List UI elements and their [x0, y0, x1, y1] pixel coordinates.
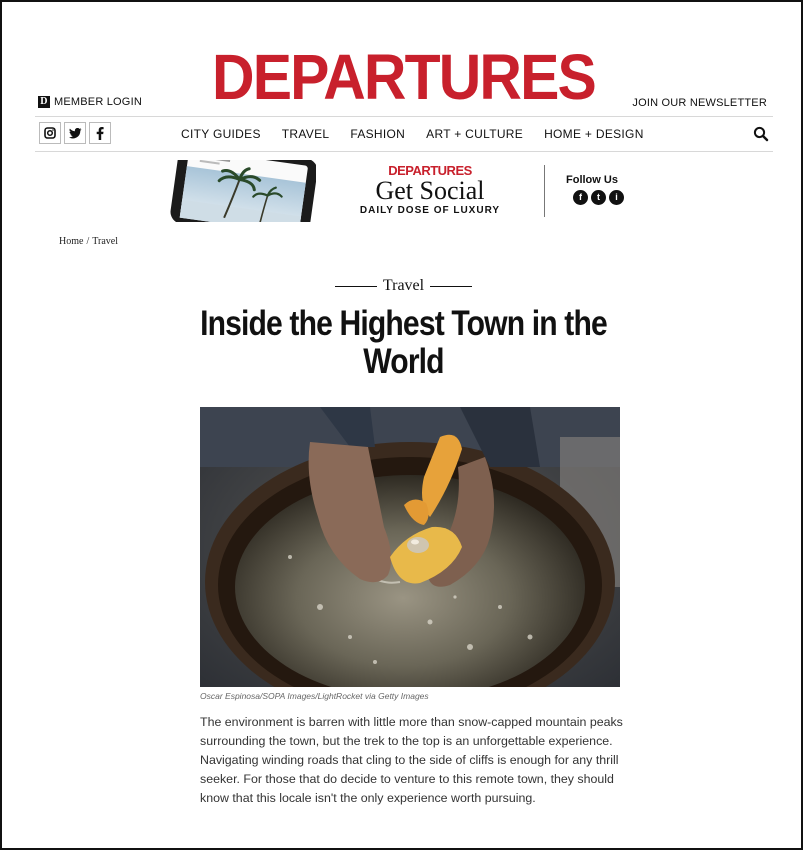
newsletter-link[interactable]: JOIN OUR NEWSLETTER [632, 97, 767, 109]
kicker-rule-right [430, 286, 472, 287]
member-login-link[interactable] [38, 96, 142, 108]
nav-item-art-culture[interactable]: ART + CULTURE [426, 127, 524, 141]
article-title: Inside the Highest Town in the World [200, 304, 607, 381]
ad-follow-label: Follow Us [566, 174, 618, 186]
search-icon[interactable] [753, 126, 769, 142]
ad-title: Get Social [375, 176, 485, 205]
phone-illustration [168, 160, 316, 222]
departures-badge-icon: D [38, 96, 50, 108]
nav-item-city-guides[interactable]: CITY GUIDES [181, 127, 261, 141]
twitter-circle-icon[interactable]: t [591, 190, 606, 205]
article-kicker [2, 277, 803, 295]
article-body: The environment is barren with little more than snow-capped mountain peaks surrounding the town, but the trek to the top is an unforgettable experience. Navigating winding roads that cling to the side of cliffs is enough for any thrill seeker. For those that do decide to venture to this remote town, they should know that this locale isn't the only experience worth pursuing. [200, 715, 623, 805]
ad-divider [544, 165, 545, 217]
facebook-icon[interactable] [89, 122, 111, 144]
social-links [39, 122, 111, 144]
nav-item-travel[interactable]: TRAVEL [281, 127, 330, 141]
ad-brand-logo: DEPARTURES [388, 163, 472, 178]
ad-social-icons [573, 190, 624, 205]
instagram-circle-icon[interactable]: i [609, 190, 624, 205]
social-banner-ad[interactable] [166, 159, 642, 225]
member-login-label: MEMBER LOGIN [54, 96, 142, 108]
nav-item-home-design[interactable]: HOME + DESIGN [544, 127, 644, 141]
twitter-icon[interactable] [64, 122, 86, 144]
kicker-rule-left [335, 286, 377, 287]
breadcrumb [59, 236, 118, 247]
breadcrumb-separator: / [86, 236, 90, 247]
breadcrumb-home[interactable]: Home [59, 236, 84, 247]
site-logo[interactable]: DEPARTURES [212, 41, 595, 113]
image-caption: Oscar Espinosa/SOPA Images/LightRocket via Getty Images [200, 691, 429, 701]
instagram-icon[interactable] [39, 122, 61, 144]
main-nav [35, 116, 773, 152]
kicker-label[interactable]: Travel [382, 277, 425, 294]
facebook-circle-icon[interactable]: f [573, 190, 588, 205]
breadcrumb-travel[interactable]: Travel [92, 236, 118, 247]
ad-subtitle: DAILY DOSE OF LUXURY [359, 205, 501, 216]
nav-item-fashion[interactable]: FASHION [350, 127, 406, 141]
nav-menu [181, 127, 644, 141]
article-hero-image [200, 407, 620, 687]
